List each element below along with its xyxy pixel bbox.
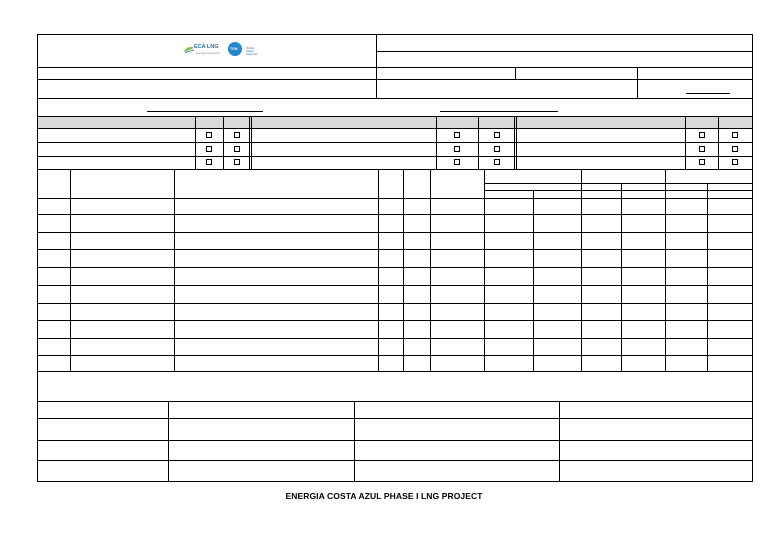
- table-col-11: [707, 183, 708, 371]
- table-col-6: [484, 169, 485, 371]
- checkbox-r2-b[interactable]: [234, 146, 240, 152]
- checklist-row-line-2: [37, 156, 753, 157]
- checkbox-r3-b[interactable]: [234, 159, 240, 165]
- checkbox-r2-d[interactable]: [494, 146, 500, 152]
- table-col-10: [665, 169, 666, 371]
- checkbox-r3-e[interactable]: [699, 159, 705, 165]
- table-row-line-8: [37, 338, 753, 339]
- table-col-4: [403, 169, 404, 371]
- checkbox-r3-a[interactable]: [206, 159, 212, 165]
- checkbox-r1-b[interactable]: [234, 132, 240, 138]
- header-center-divider: [376, 34, 377, 98]
- checkbox-r1-a[interactable]: [206, 132, 212, 138]
- form-outer-border: [37, 34, 753, 482]
- signature-row-line-2: [37, 440, 753, 441]
- table-col-3: [378, 169, 379, 371]
- logo-subtitle: Energía Costa Azul: [196, 51, 220, 55]
- header-line-2: [37, 67, 753, 68]
- checklist-top-line: [37, 116, 753, 117]
- checkbox-r2-a[interactable]: [206, 146, 212, 152]
- table-bottom-line: [37, 371, 753, 372]
- signature-col-3: [559, 401, 560, 482]
- checklist-row-line-1: [37, 142, 753, 143]
- table-row-line-4: [37, 267, 753, 268]
- checkbox-r2-e[interactable]: [699, 146, 705, 152]
- checkbox-r1-c[interactable]: [454, 132, 460, 138]
- remarks-bottom-line: [37, 401, 753, 402]
- checklist-col-7: [685, 116, 686, 169]
- checkbox-r1-e[interactable]: [699, 132, 705, 138]
- header-right-divider-a: [515, 67, 516, 79]
- table-col-2: [174, 169, 175, 371]
- partner-label: Techint Global Industries: [246, 47, 258, 56]
- header-right-divider-b: [637, 67, 638, 98]
- checklist-bottom-line: [37, 169, 753, 170]
- signature-row-line-1: [37, 418, 753, 419]
- table-header-bottom: [37, 198, 753, 199]
- header-right-line-1: [376, 51, 753, 52]
- checklist-header-bottom: [37, 128, 753, 129]
- table-row-line-5: [37, 285, 753, 286]
- table-col-1: [70, 169, 71, 371]
- section-title-underline-left: [147, 111, 263, 112]
- table-row-line-2: [37, 232, 753, 233]
- checklist-col-4: [436, 116, 437, 169]
- checkbox-r2-f[interactable]: [732, 146, 738, 152]
- signature-row-line-3: [37, 460, 753, 461]
- checkbox-r3-d[interactable]: [494, 159, 500, 165]
- checkbox-r3-c[interactable]: [454, 159, 460, 165]
- table-col-5: [430, 169, 431, 371]
- checklist-col-6a: [514, 116, 515, 169]
- checklist-col-3b: [251, 116, 252, 169]
- checklist-col-5: [478, 116, 479, 169]
- checklist-col-3a: [249, 116, 250, 169]
- section-title-underline-right: [440, 111, 558, 112]
- header-line-3: [37, 79, 753, 80]
- checklist-header-fill: [38, 116, 752, 128]
- table-col-8: [581, 169, 582, 371]
- partner-badge: TGN: [230, 47, 238, 51]
- checkbox-r1-d[interactable]: [494, 132, 500, 138]
- table-row-line-3: [37, 249, 753, 250]
- checklist-col-6b: [516, 116, 517, 169]
- header-bottom-line: [37, 98, 753, 99]
- signature-col-1: [168, 401, 169, 482]
- table-col-9: [621, 183, 622, 371]
- checklist-col-8: [718, 116, 719, 169]
- table-row-line-7: [37, 320, 753, 321]
- header-signature-underline: [686, 93, 730, 94]
- project-title: ENERGIA COSTA AZUL PHASE I LNG PROJECT: [285, 491, 483, 501]
- table-header-sub-line-2: [484, 190, 753, 191]
- signature-col-2: [354, 401, 355, 482]
- checklist-col-1: [195, 116, 196, 169]
- table-row-line-9: [37, 355, 753, 356]
- table-row-line-1: [37, 214, 753, 215]
- table-header-sub-line-1: [484, 183, 753, 184]
- checkbox-r2-c[interactable]: [454, 146, 460, 152]
- checklist-col-2: [223, 116, 224, 169]
- table-row-line-6: [37, 303, 753, 304]
- logo-name: ECA LNG: [194, 44, 219, 50]
- checkbox-r3-f[interactable]: [732, 159, 738, 165]
- table-col-7: [533, 190, 534, 371]
- checkbox-r1-f[interactable]: [732, 132, 738, 138]
